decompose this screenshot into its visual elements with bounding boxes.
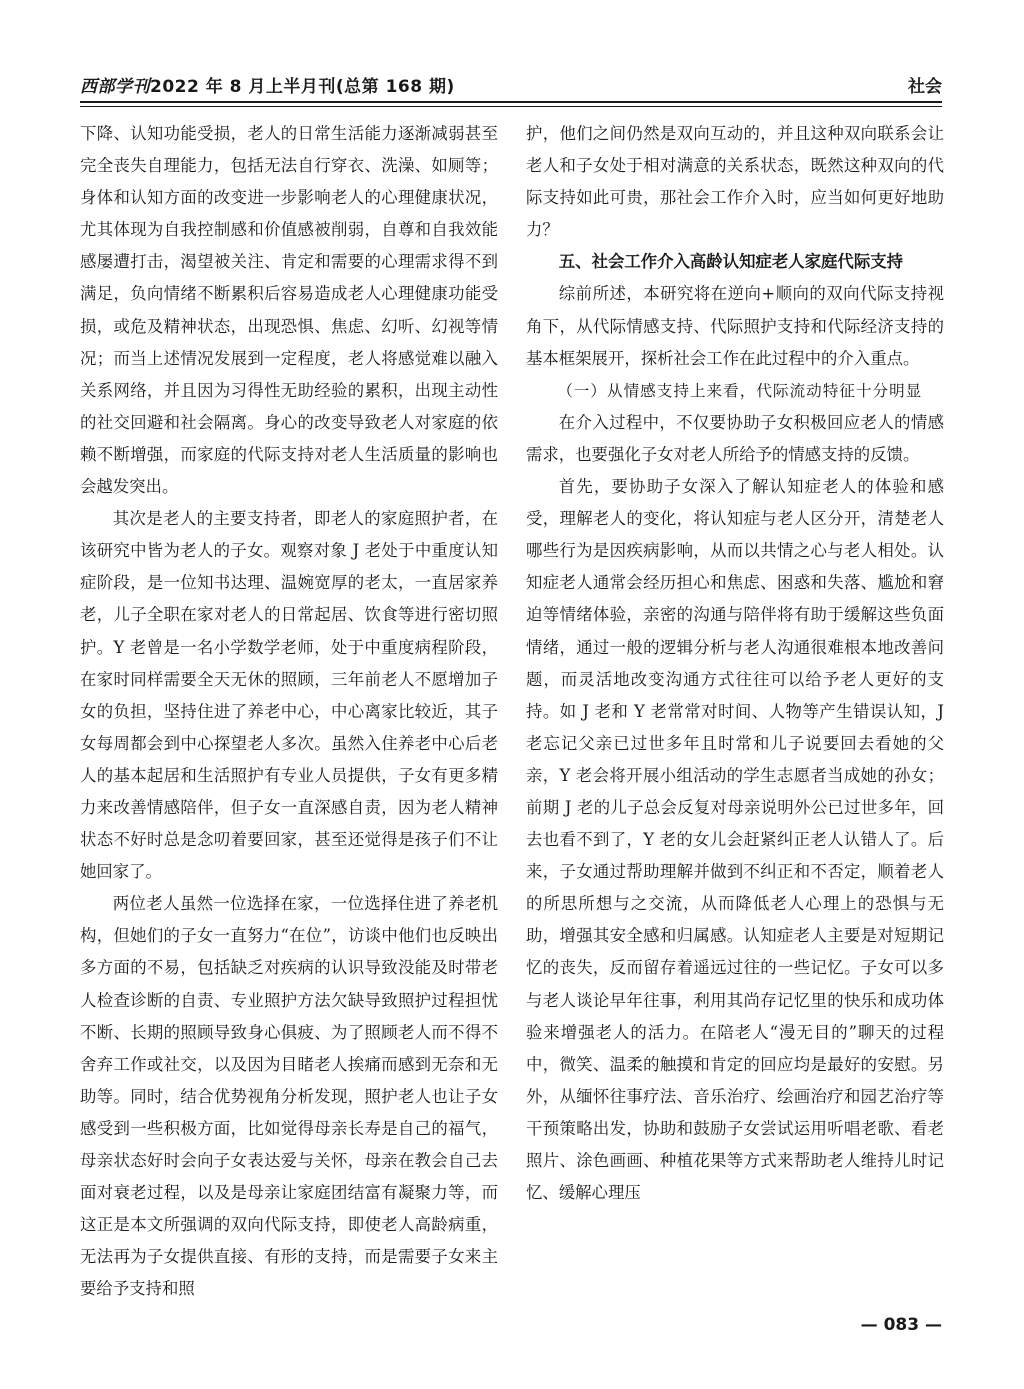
subsection-heading: （一）从情感支持上来看，代际流动特征十分明显 bbox=[557, 381, 923, 400]
section-label: 社会 bbox=[908, 77, 942, 97]
header-rule-thin bbox=[80, 106, 942, 107]
section-heading: 五、社会工作介入高龄认知症老人家庭代际支持 bbox=[558, 252, 903, 272]
issue-info: 2022 年 8 月上半月刊(总第 168 期) bbox=[150, 77, 455, 97]
paragraph: 首先，要协助子女深入了解认知症老人的体验和感受，理解老人的变化，将认知症与老人区分开，清楚老人哪些行为是因疾病影响，从而以共情之心与老人相处。认知症老人通常会经历担心和焦虑、困惑和失落、尴尬和窘迫等情绪体验，亲密的沟通与陪伴将有助于缓解这些负面情绪，通过一般的逻辑分析与老人沟通很难根本地改善问题，而灵活地改变沟通方式往往可以给予老人更好的支持。如 J 老和 Y 老常常对时间、人物等产生错误认知，J 老忘记父亲已过世多年且时常和儿子说要回去看她的父亲，Y 老会将开展小组活动的学生志愿者当成她的孙女；前期 J 老的儿子总会反复对母亲说明外公已过世多年，回去也看不到了，Y 老的女儿会赶紧纠正老人认错人了。后来，子女通过帮助理解并做到不纠正和不否定，顺着老人的所思所想与之交流，从而降低老人心理上的恐惧与无助，增强其安全感和归属感。认知症老人主要是对短期记忆的丧失，反而留存着遥远过往的一些记忆。子女可以多与老人谈论早年往事，利用其尚存记忆里的快乐和成功体验来增强老人的活力。在陪老人“漫无目的”聊天的过程中，微笑、温柔的触摸和肯定的回应均是最好的安慰。另外，从缅怀往事疗法、音乐治疗、绘画治疗和园艺治疗等干预策略出发，协助和鼓励子女尝试运用听唱老歌、看老照片、涂色画画、种植花果等方式来帮助老人维持儿时记忆、缓解心理压 bbox=[526, 477, 944, 1203]
journal-logo: 西部学刊 bbox=[80, 77, 150, 97]
running-header bbox=[80, 70, 942, 100]
paragraph: 其次是老人的主要支持者，即老人的家庭照护者，在该研究中皆为老人的子女。观察对象 J 老处于中重度认知症阶段，是一位知书达理、温婉宽厚的老太，一直居家养老，儿子全职在家对老人的日常起居、饮食等进行密切照护。Y 老曾是一名小学数学老师，处于中重度病程阶段，在家时同样需要全天无休的照顾，三年前老人不愿增加子女的负担，坚持住进了养老中心，中心离家比较近，其子女每周都会到中心探望老人多次。虽然入住养老中心后老人的基本起居和生活照护有专业人员提供，子女有更多精力来改善情感陪伴，但子女一直深感自责，因为老人精神状态不好时总是念叨着要回家，甚至还觉得是孩子们不让她回家了。 bbox=[80, 509, 498, 882]
paragraph: 两位老人虽然一位选择在家，一位选择住进了养老机构，但她们的子女一直努力“在位”，访谈中他们也反映出多方面的不易，包括缺乏对疾病的认识导致没能及时带老人检查诊断的自责、专业照护方法欠缺导致照护过程担忧不断、长期的照顾导致身心俱疲、为了照顾老人而不得不舍弃工作或社交，以及因为目睹老人挨痛而感到无奈和无助等。同时，结合优势视角分析发现，照护老人也让子女感受到一些积极方面，比如觉得母亲长寿是自己的福气，母亲状态好时会向子女表达爱与关怀，母亲在教会自己去面对衰老过程，以及是母亲让家庭团结富有凝聚力等，而这正是本文所强调的双向代际支持，即使老人高龄病重，无法再为子女提供直接、有形的支持，而是需要子女来主要给予支持和照 bbox=[80, 894, 498, 1299]
header-rule bbox=[80, 101, 942, 103]
paragraph: 下降、认知功能受损，老人的日常生活能力逐渐减弱甚至完全丧失自理能力，包括无法自行穿衣、洗澡、如厕等；身体和认知方面的改变进一步影响老人的心理健康状况，尤其体现为自我控制感和价值感被削弱，自尊和自我效能感屡遭打击，渴望被关注、肯定和需要的心理需求得不到满足，负向情绪不断累积后容易造成老人心理健康功能受损，或危及精神状态，出现恐惧、焦虑、幻听、幻视等情况；而当上述情况发展到一定程度，老人将感觉难以融入关系网络，并且因为习得性无助经验的累积，出现主动性的社交回避和社会隔离。身心的改变导致老人对家庭的依赖不断增强，而家庭的代际支持对老人生活质量的影响也会越发突出。 bbox=[80, 124, 498, 497]
paragraph: 综前所述，本研究将在逆向+顺向的双向代际支持视角下，从代际情感支持、代际照护支持和代际经济支持的基本框架展开，探析社会工作在此过程中的介入重点。 bbox=[526, 284, 944, 368]
paragraph: 护，他们之间仍然是双向互动的，并且这种双向联系会让老人和子女处于相对满意的关系状态，既然这种双向的代际支持如此可贵，那社会工作介入时，应当如何更好地助力？ bbox=[526, 124, 944, 240]
right-column bbox=[526, 118, 944, 1318]
page-number: — 083 — bbox=[860, 1315, 942, 1335]
journal-title bbox=[80, 72, 455, 97]
paragraph: 在介入过程中，不仅要协助子女积极回应老人的情感需求，也要强化子女对老人所给予的情感支持的反馈。 bbox=[526, 412, 944, 464]
left-column bbox=[80, 118, 498, 1318]
